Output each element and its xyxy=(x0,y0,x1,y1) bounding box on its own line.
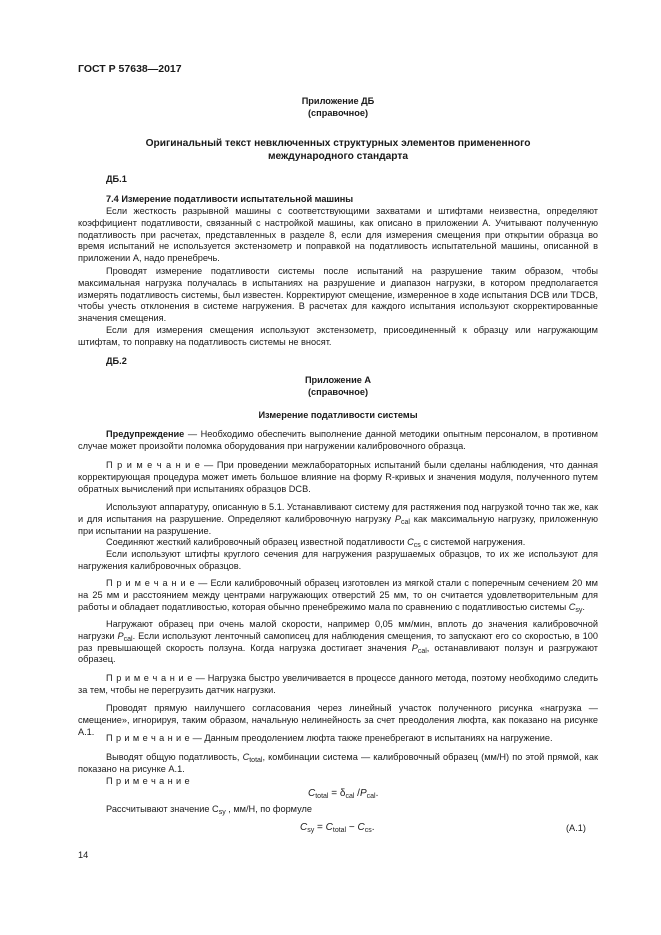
main-heading-line1: Оригинальный текст невключенных структурных элементов примененного xyxy=(145,138,531,149)
load-text-a: Нагружают образец при очень малой скорости, например 0,05 мм/мин, вплоть до значения калибровочной нагрузки xyxy=(78,619,598,641)
load-paragraph xyxy=(78,619,598,666)
pins-paragraph: Если используют штифты круглого сечения для нагружения разрушаемых образцов, то их же используют для нагружения калибровочных образцов. xyxy=(78,549,598,571)
symbol-P: P xyxy=(117,630,124,641)
line-paragraph: Проводят прямую наилучшего согласования через линейный участок полученного рисунка «нагрузка — смещение», игнорируя, таким образом, начальную нелинейность за счет преодоления люфта, как показано на рисунке А.1. xyxy=(78,703,598,737)
note-3 xyxy=(78,673,598,697)
db1-label: ДБ.1 xyxy=(106,174,127,184)
db2-label: ДБ.2 xyxy=(106,356,127,366)
total-text-a: Выводят общую податливость, xyxy=(106,752,243,762)
symbol-cal: cal xyxy=(417,647,427,655)
appendix-a-subtitle: (справочное) xyxy=(307,387,368,397)
load-text-b: . Если используют ленточный самописец для наблюдения смещения, то запускают его со скоростью, в 100 раз превышающей скорость ползуна. Когда нагрузка достигает значения xyxy=(78,630,598,653)
appendix-a-title: Приложение А xyxy=(304,375,372,385)
symbol-P: P xyxy=(411,642,418,653)
equation-number: (А.1) xyxy=(566,823,586,833)
page-number: 14 xyxy=(78,850,89,860)
note-4-text: — Данным преодолением люфта также пренебрегают в испытаниях на нагружение. xyxy=(190,733,553,743)
note-2: П р и м е ч а н и е — Если калибровочный образец изготовлен из мягкой стали с поперечным сечением 20 мм на 25 мм и расстоянием между центрами нагружающих отверстий 25 мм, то он считается удовлетворительным для работы и обладает податливостью, которая обычно пренебрежимо мала по сравнению с податливостью системы $C_{sy}$. xyxy=(78,578,598,614)
symbol-total: total xyxy=(332,827,347,834)
appendix-subtitle: (справочное) xyxy=(307,108,368,118)
symbol-delta: δ xyxy=(339,788,346,799)
note-5: П р и м е ч а н и е xyxy=(106,776,191,786)
standard-header: ГОСТ Р 57638—2017 xyxy=(78,63,182,75)
equation-a1: $C_{sy} = C_{total} - C_{cs}$. xyxy=(300,822,375,834)
section-title: 7.4 Измерение податливости испытательной машины xyxy=(106,194,354,204)
calc-text-a: Рассчитывают значение C xyxy=(106,804,219,814)
apparatus-text-a: Используют аппаратуру, описанную в 5.1. Устанавливают систему для растяжения под нагрузкой точно так же, как и для испытания на разрушение. Определяют калибровочную нагрузку xyxy=(78,502,598,524)
note-label: П р и м е ч а н и е xyxy=(106,733,191,743)
apparatus-paragraph xyxy=(78,502,598,537)
symbol-C: C xyxy=(357,822,365,833)
note-label: П р и м е ч а н и е xyxy=(106,673,193,683)
note-1 xyxy=(78,460,598,495)
appendix-title: Приложение ДБ xyxy=(301,96,375,106)
note-2-text: — Если калибровочный образец изготовлен из мягкой стали с поперечным сечением 20 мм на 25 мм и расстоянием между центрами нагружающих отверстий 25 мм, то он считается удовлетворительным для работы и обладает податливостью, которая обычно пренебрежимо мала по сравнению с податливостью системы xyxy=(78,578,598,612)
db1-paragraph-1: Если жесткость разрывной машины с соответствующими захватами и штифтами неизвестна, определяют коэффициент податливости, связанный с настройкой машины, как описано в приложении А. Учитывают полученную податливость при расчетах, представленных в разделе 8, если для измерения смещения при открытии образца во время испытаний не используется экстензометр и поправкой на податливость испытательной машины, описанной в приложении А, надо пренебречь. xyxy=(78,206,598,264)
total-text-b: , комбинации система — калибровочный образец (мм/Н) по этой прямой, как показано на рисунке А.1. xyxy=(78,752,598,774)
symbol-cal: cal xyxy=(366,793,376,800)
appendix-a-heading: Измерение податливости системы xyxy=(258,410,418,420)
symbol-C: C xyxy=(568,601,576,612)
warning-paragraph xyxy=(78,429,598,453)
calc-line xyxy=(106,804,312,816)
connect-paragraph xyxy=(78,537,598,549)
equation-total: $C_{total} = \delta_{cal}$ $/P_{cal}$. xyxy=(308,788,379,800)
symbol-C: C xyxy=(325,822,333,833)
symbol-C: C xyxy=(242,752,250,762)
symbol-total: total xyxy=(315,793,329,800)
note-label: П р и м е ч а н и е xyxy=(106,460,201,470)
symbol-C: C xyxy=(308,788,316,799)
calc-text-b: , мм/Н, по формуле xyxy=(225,804,312,814)
total-paragraph xyxy=(78,752,598,776)
symbol-cal: cal xyxy=(123,635,133,643)
symbol-cal: cal xyxy=(401,518,410,526)
connect-text-a: Соединяют жесткий калибровочный образец известной податливости xyxy=(106,537,408,547)
symbol-sy: sy xyxy=(307,827,315,834)
symbol-C: C xyxy=(300,822,308,833)
symbol-total: total xyxy=(249,757,263,764)
connect-text-b: с системой нагружения. xyxy=(420,537,526,547)
db1-paragraph-2: Проводят измерение податливости системы после испытаний на разрушение таким образом, чтобы максимальная нагрузка получалась в испытаниях на разрушение и диапазон нагрузки, в котором предполагается измерять податливость системы, был известен. Корректируют смещение, измеренное в ходе испытания DCB или TDCB, чтобы учесть отклонения в системе нагружения. В расчетах для каждого испытания используют скорректированные значения смещения. xyxy=(78,266,598,324)
db1-paragraph-3: Если для измерения смещения используют экстензометр, присоединенный к образцу или нагружающим штифтам, то поправку на податливость системы не вносят. xyxy=(78,325,598,347)
symbol-cal: cal xyxy=(345,793,355,800)
main-heading-line2: международного стандарта xyxy=(267,151,409,162)
symbol-P: P xyxy=(394,513,402,524)
warning-text: — Необходимо обеспечить выполнение данной методики опытным персоналом, в противном случае может произойти поломка оборудования при нагружении калибровочного образца. xyxy=(78,429,598,451)
symbol-P: P xyxy=(359,788,367,799)
apparatus-text-b: как максимальную нагрузку, приложенную при испытании на разрушение. xyxy=(78,513,598,536)
symbol-sy: sy xyxy=(575,606,583,614)
load-text-c: , останавливают ползун и разгружают образец. xyxy=(78,642,598,665)
symbol-cs: cs xyxy=(413,542,421,549)
symbol-sy: sy xyxy=(218,809,226,816)
note-4 xyxy=(78,733,598,745)
note-3-text: — Нагрузка быстро увеличивается в процессе данного метода, поэтому необходимо следить за тем, чтобы не перегрузить датчик нагрузки. xyxy=(78,673,599,695)
note-label: П р и м е ч а н и е xyxy=(106,578,196,588)
symbol-cs: cs xyxy=(364,827,372,834)
warning-label: Предупреждение xyxy=(106,429,185,439)
symbol-C: C xyxy=(407,537,414,547)
note-1-text: — При проведении межлабораторных испытаний были сделаны наблюдения, что данная корректирующая процедура может иметь большое влияние на форму R-кривых и значения модуля, полученного путем обратных вычислений при испытаниях образцов DCB. xyxy=(78,460,599,494)
